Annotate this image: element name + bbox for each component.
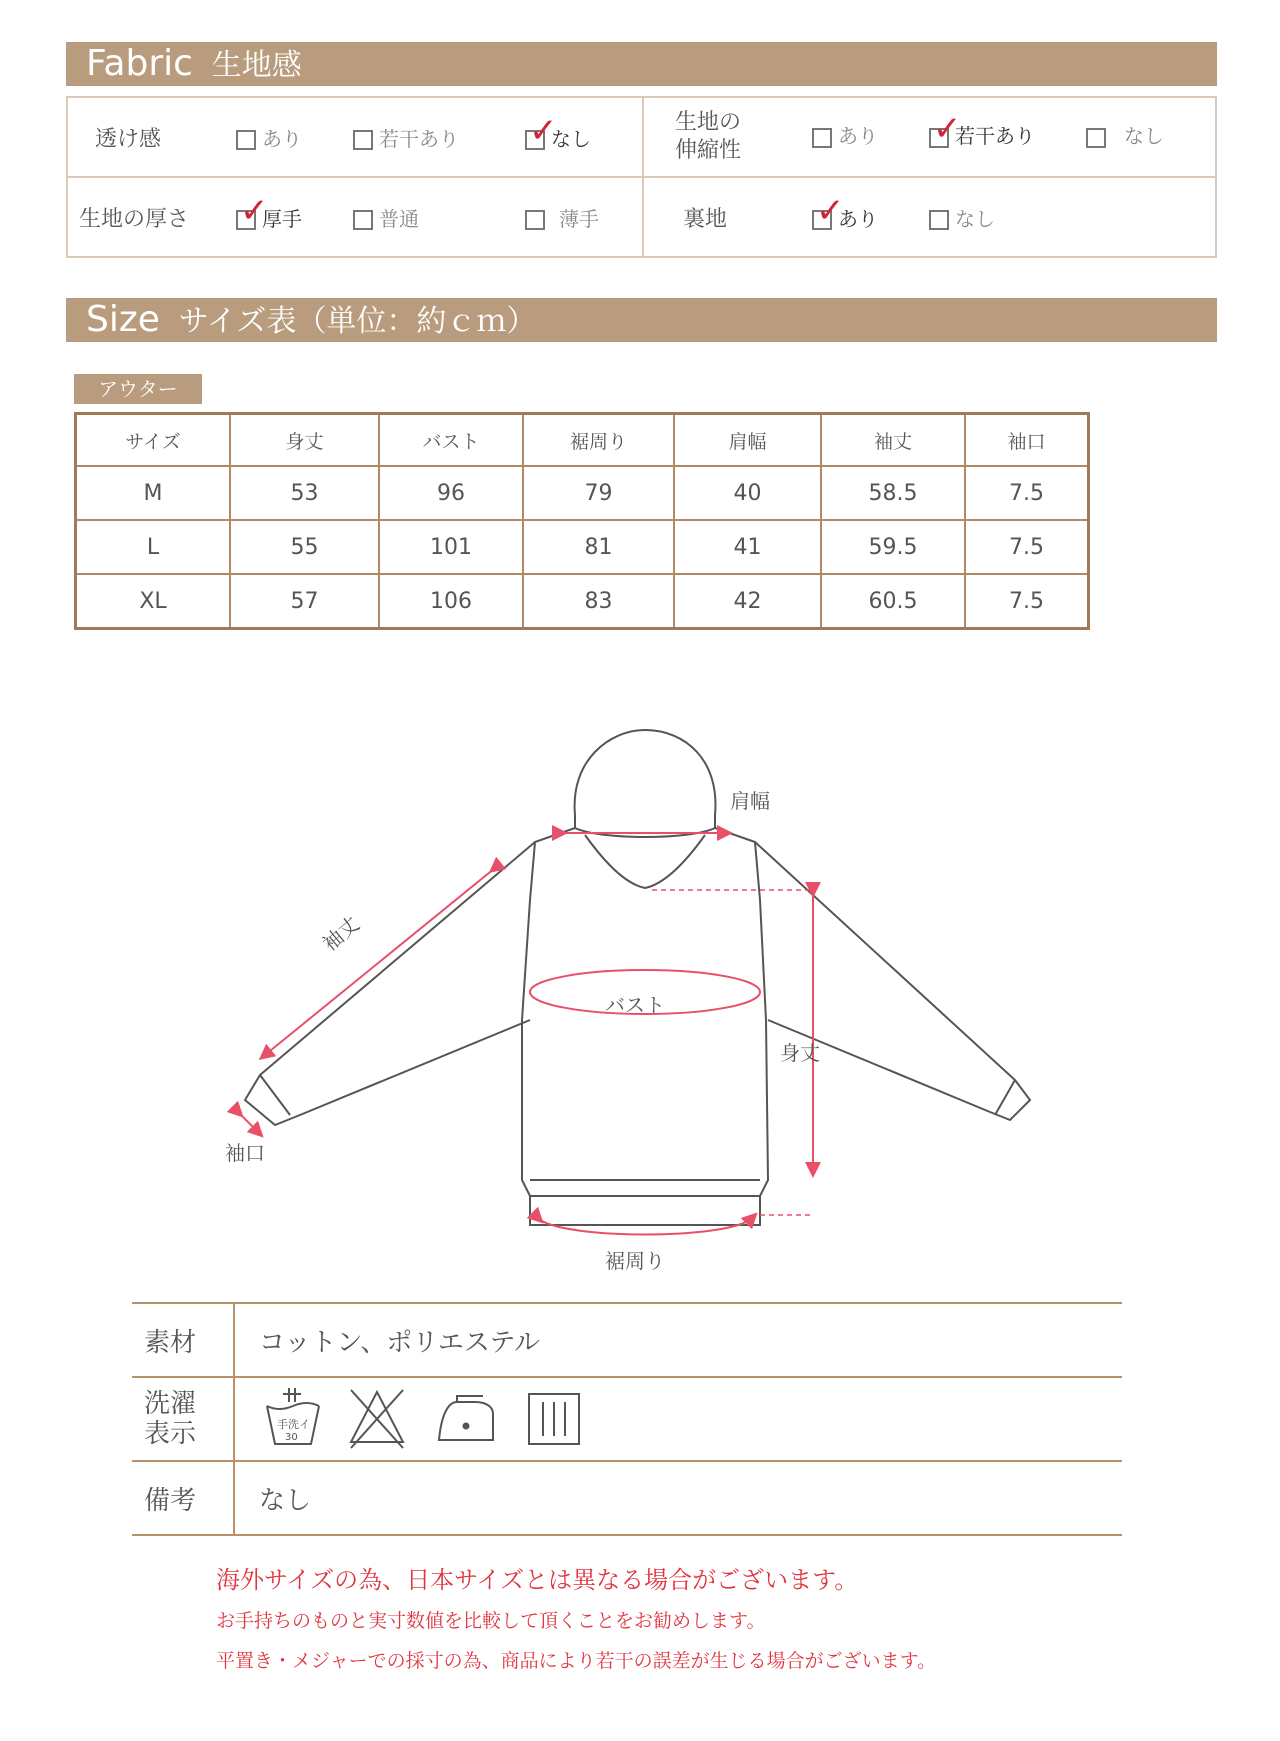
col-shoulder: 肩幅 xyxy=(674,414,821,467)
hoodie-outline xyxy=(245,730,1030,1225)
size-cell: 96 xyxy=(379,466,523,520)
fabric-label-transparency: 透け感 xyxy=(95,126,162,152)
note-2: お手持ちのものと実寸数値を比較して頂くことをお勧めします。 xyxy=(216,1610,766,1632)
col-length: 身丈 xyxy=(230,414,379,467)
product-info-table xyxy=(132,1302,1122,1536)
remarks-label: 備考 xyxy=(132,1461,234,1535)
material-value: コットン、ポリエステル xyxy=(234,1303,1122,1377)
option-lining-none[interactable]: なし xyxy=(929,203,1039,232)
checkbox-icon[interactable] xyxy=(929,210,949,230)
fabric-row-2 xyxy=(67,177,1216,257)
size-header xyxy=(66,298,1217,342)
size-cell: 41 xyxy=(674,520,821,574)
col-size: サイズ xyxy=(76,414,231,467)
size-cell: L xyxy=(76,520,231,574)
care-label: 洗濯 表示 xyxy=(132,1377,234,1461)
option-thickness-normal[interactable]: 普通 xyxy=(353,203,518,232)
care-icons xyxy=(234,1377,1122,1461)
size-cell: 83 xyxy=(523,574,674,629)
size-row-xl xyxy=(76,574,1089,629)
size-cell: 7.5 xyxy=(965,520,1089,574)
option-transparency-none[interactable]: ✓ なし xyxy=(525,123,635,152)
size-title-jp: サイズ表（単位：約ｃｍ） xyxy=(178,304,537,339)
checkbox-icon[interactable] xyxy=(236,130,256,150)
size-tag-outer: アウター xyxy=(74,374,202,404)
col-bust: バスト xyxy=(379,414,523,467)
size-row-m xyxy=(76,466,1089,520)
size-cell: 60.5 xyxy=(821,574,965,629)
label-bust: バスト xyxy=(605,993,665,1017)
remarks-row xyxy=(132,1461,1122,1535)
checkbox-checked-icon[interactable] xyxy=(236,210,256,230)
checkbox-icon[interactable] xyxy=(353,210,373,230)
size-cell: M xyxy=(76,466,231,520)
label-length: 身丈 xyxy=(780,1041,820,1065)
size-title-en: Size xyxy=(86,299,160,340)
size-cell: 81 xyxy=(523,520,674,574)
checkbox-icon[interactable] xyxy=(812,128,832,148)
option-transparency-yes[interactable]: あり xyxy=(236,123,346,152)
size-cell: 7.5 xyxy=(965,574,1089,629)
fabric-label-thickness: 生地の厚さ xyxy=(79,206,190,232)
checkbox-checked-icon[interactable] xyxy=(929,128,949,148)
option-stretch-slight[interactable]: ✓ 若干あり xyxy=(929,120,1079,149)
col-sleeve: 袖丈 xyxy=(821,414,965,467)
fabric-row-1 xyxy=(67,97,1216,177)
checkbox-icon[interactable] xyxy=(353,130,373,150)
size-cell: 106 xyxy=(379,574,523,629)
size-row-l xyxy=(76,520,1089,574)
label-hem: 裾周り xyxy=(605,1249,665,1273)
size-cell: 7.5 xyxy=(965,466,1089,520)
note-3: 平置き・メジャーでの採寸の為、商品により若干の誤差が生じる場合がございます。 xyxy=(216,1650,937,1672)
svg-text:30: 30 xyxy=(285,1432,298,1443)
svg-text:手洗イ: 手洗イ xyxy=(277,1418,310,1431)
size-table xyxy=(74,412,1090,630)
hoodie-diagram xyxy=(220,720,1060,1280)
fabric-title-en: Fabric xyxy=(86,43,193,84)
option-stretch-none[interactable]: なし xyxy=(1086,120,1196,149)
size-cell: 40 xyxy=(674,466,821,520)
note-1: 海外サイズの為、日本サイズとは異なる場合がございます。 xyxy=(216,1566,859,1594)
option-thickness-thin[interactable]: 薄手 xyxy=(525,203,635,232)
col-cuff: 袖口 xyxy=(965,414,1089,467)
fabric-label-lining: 裏地 xyxy=(683,206,728,232)
material-row xyxy=(132,1303,1122,1377)
size-cell: 59.5 xyxy=(821,520,965,574)
checkbox-icon[interactable] xyxy=(1086,128,1106,148)
fabric-table xyxy=(66,96,1217,258)
size-cell: 58.5 xyxy=(821,466,965,520)
line-dry-icon xyxy=(529,1394,579,1444)
checkbox-icon[interactable] xyxy=(525,210,545,230)
size-cell: 79 xyxy=(523,466,674,520)
hand-wash-30-icon xyxy=(267,1388,319,1444)
label-shoulder: 肩幅 xyxy=(730,789,770,813)
size-cell: 42 xyxy=(674,574,821,629)
fabric-title-jp: 生地感 xyxy=(211,48,302,83)
option-thickness-thick[interactable]: ✓ 厚手 xyxy=(236,203,346,232)
checkbox-checked-icon[interactable] xyxy=(812,210,832,230)
size-header-row xyxy=(76,414,1089,467)
checkbox-checked-icon[interactable] xyxy=(525,130,545,150)
material-label: 素材 xyxy=(132,1303,234,1377)
no-bleach-icon xyxy=(351,1390,403,1448)
size-cell: 53 xyxy=(230,466,379,520)
option-transparency-slight[interactable]: 若干あり xyxy=(353,123,518,152)
col-hem: 裾周り xyxy=(523,414,674,467)
label-cuff: 袖口 xyxy=(225,1141,265,1165)
care-row xyxy=(132,1377,1122,1461)
iron-low-icon xyxy=(439,1396,493,1440)
fabric-header xyxy=(66,42,1217,86)
remarks-value: なし xyxy=(234,1461,1122,1535)
measurement-lines xyxy=(238,833,813,1235)
size-cell: 57 xyxy=(230,574,379,629)
option-stretch-yes[interactable]: あり xyxy=(812,120,922,149)
fabric-label-stretch: 生地の 伸縮性 xyxy=(675,110,742,163)
size-cell: XL xyxy=(76,574,231,629)
label-sleeve: 袖丈 xyxy=(317,911,364,956)
option-lining-yes[interactable]: ✓ あり xyxy=(812,203,922,232)
size-cell: 55 xyxy=(230,520,379,574)
size-cell: 101 xyxy=(379,520,523,574)
